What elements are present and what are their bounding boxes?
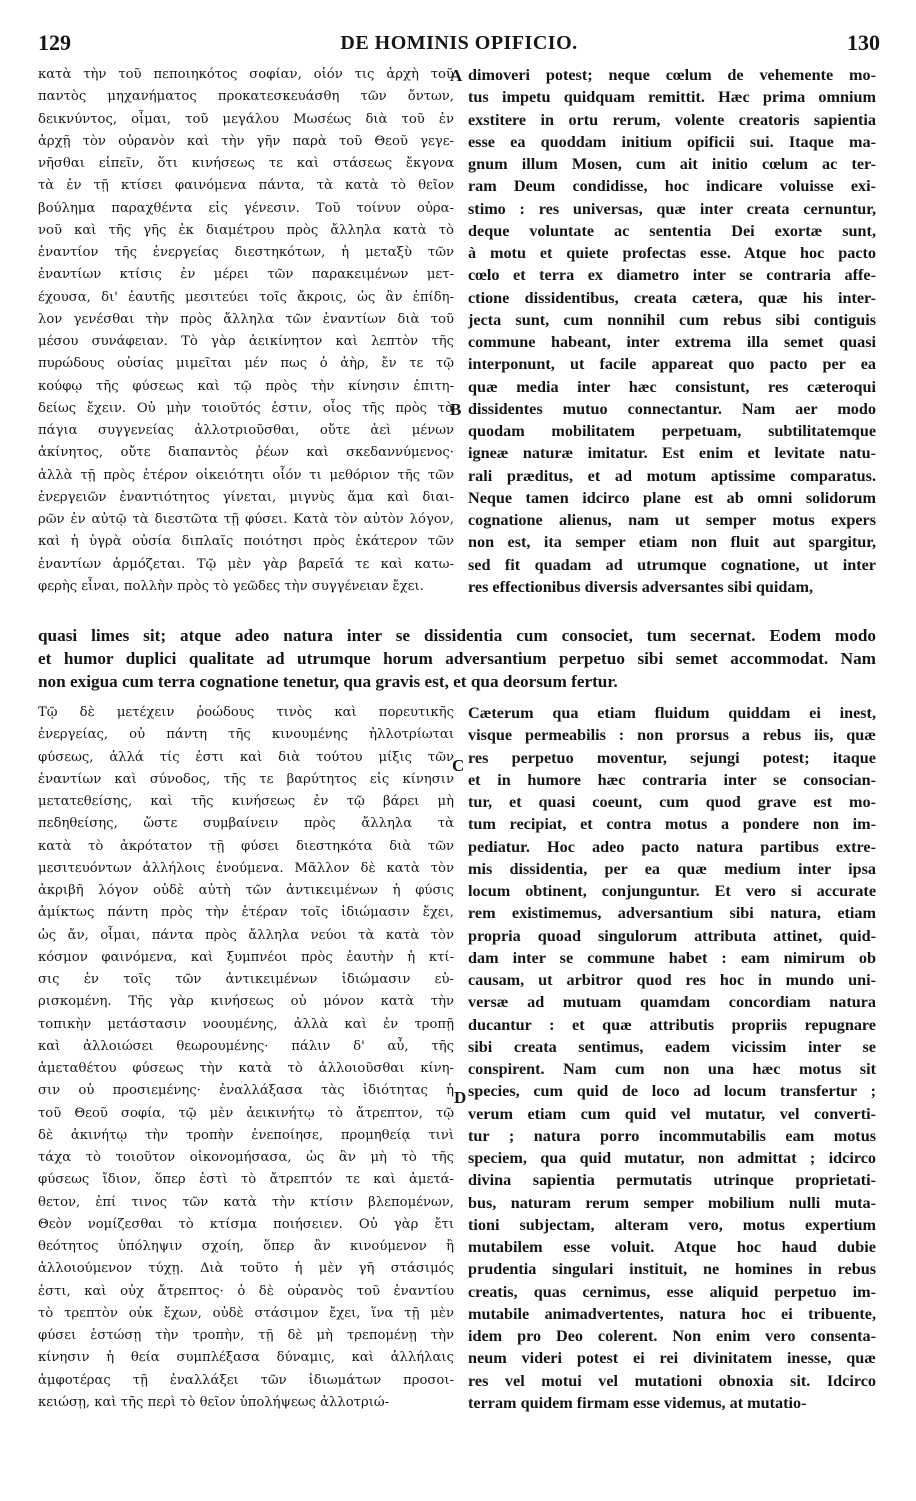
text-line: tus impetu quidquam remittit. Hæc prima omnium [468,88,876,107]
text-line: tioni subjectam, alteram vero, motus expertium [468,1215,876,1234]
text-line: creatis, quas cernimus, esse aliquid perpetuo im- [468,1282,876,1301]
text-line: νῆσθαι εἰπεῖν, ὅτι κινήσεως τε καὶ στάσεως ἔκγονα [38,156,454,171]
text-line: τάχα τὸ τοιοῦτον οἰκονομήσασα, ὡς ἂν μὴ τὸ τῆς [38,1150,454,1165]
text-line: καὶ ἡ ὑγρὰ οὐσία διπλαῖς ποιότησι πρὸς ἑκάτερον τῶν [38,534,454,550]
text-line: Θεὸν νομίζεσθαι τὸ κτίσμα ποιήσειεν. Οὐ γὰρ ἔτι [38,1216,454,1232]
text-line: κατὰ τὸ ἀκρότατον τῇ φύσει διεστηκότα διὰ τῶν [38,838,454,854]
text-line: ἐναντίον τῆς ἐνεργείας διεστηκότων, ἡ μεταξὺ τῶν [38,245,454,260]
text-line: έχουσα, δι' ἑαυτῆς μεσιτεύει τοῖς ἄκροις, ὡς ἂν ἐπίδη- [38,289,454,305]
section-marker-b: B [450,400,462,419]
text-line: mutabile animadvertentes, natura hoc ei tribuente, [468,1304,876,1323]
text-line: ἀρχῇ τὸν οὐρανὸν καὶ τὴν γῆν παρὰ τοῦ Θεοῦ γεγε- [38,133,454,149]
running-header [38,30,880,58]
text-line: ἀκριβῆ λόγον οὐδὲ αὐτὴ τῶν ἀντικειμένων ἡ φύσις [38,883,454,898]
text-line: res effectionibus diversis adversantes sibi quidam, [468,577,814,596]
text-line: dimoveri potest; neque cœlum de vehemente mo- [468,66,876,84]
text-line: divina sapientia permutatis utrinque proprietati- [468,1171,876,1190]
section-marker-a: A [450,66,463,85]
section-marker-c: C [452,756,465,775]
text-line: rem existimemus, adversantium sibi natura, etiam [468,904,876,923]
text-line: commune habeant, inter extrema illa semet quasi [468,333,876,351]
text-line: κίνησιν ἡ θεία συμπλέξασα δύναμις, καὶ ἀλλήλαις [38,1350,454,1366]
text-line: non exigua cum terra cognatione tenetur, qua gravis est, et qua deorsum fertur. [38,672,618,691]
text-line: esse ea quoddam initium opificii sui. Itaque ma- [468,132,876,151]
text-line: Τῷ δὲ μετέχειν ῥοώδους τινὸς καὶ πορευτικῆς [38,705,454,720]
text-line: exstitere in ortu rerum, volente creatoris sapientia [468,110,876,129]
latin-column-bottom [468,702,876,1414]
text-line: φύσει ἑστώσῃ τὴν τροπὴν, τῇ δὲ μὴ τρεπομένῃ τὴν [38,1328,454,1343]
text-line: φερὴς εἶναι, πολλὴν πρὸς τὸ γεῶδες τὴν συγγένειαν ἔχει. [38,578,424,594]
text-line: ἀλλοιούμενον τύχῃ. Διὰ τοῦτο ἡ μὲν γῆ στάσιμός [38,1261,454,1277]
section-marker-d: D [454,1088,467,1107]
text-line: ρῶν ἐν αὐτῷ τὰ διεστῶτα τῇ φύσει. Κατὰ τὸν αὐτὸν λόγον, [38,512,454,527]
text-line: Cæterum qua etiam fluidum quiddam ei inest, [468,704,876,722]
text-line: μέσου συνάφειαν. Τὸ γὰρ ἀεικίνητον καὶ λεπτὸν τῆς [38,334,454,349]
text-line: φύσεως ἴδιον, ὅπερ ἐστὶ τὸ ἄτρεπτόν τε καὶ ἀμετά- [38,1172,454,1188]
text-line: quasi limes sit; atque adeo natura inter se dissidentia cum consociet, tum secernat. Eodem modo [38,626,876,645]
full-width-paragraph [38,624,876,693]
text-line: τὰ ἐν τῇ κτίσει φαινόμενα πάντα, τὰ κατὰ τὸ θεῖον [38,178,454,194]
running-title: DE HOMINIS OPIFICIO. [340,32,578,54]
text-line: πυρώδους οὐσίας μιμεῖται μέν πως ὁ ἀὴρ, ἔν τε τῷ [38,356,454,372]
text-line: res vel motui vel mutationi obnoxia sit. Idcirco [468,1371,876,1390]
text-line: terram quidem firmam esse videmus, at mutatio- [468,1393,807,1412]
text-line: Neque tamen idcirco plane est ab omni solidorum [468,488,876,507]
text-line: ἀμφοτέρας τῇ ἐναλλάξει τῶν ἰδιωμάτων προσοι- [38,1372,454,1388]
text-line: stimo : res universas, quæ inter creata cernuntur, [468,199,876,218]
text-line: neum videri potest ei rei divinitatem inesse, quæ [468,1349,876,1368]
text-line: speciem, qua quid mutatur, non admittat ; idcirco [468,1149,876,1167]
text-line: locum obtinent, conjunguntur. Et vero si accurate [468,882,876,900]
text-line: jecta sunt, cum nonnihil cum rebus sibi contiguis [468,310,876,329]
text-line: ἐστι, καὶ οὐχ ἄτρεπτος· ὁ δὲ οὐρανὸς τοῦ ἐναντίου [38,1283,454,1299]
page-number-right: 130 [847,30,880,55]
greek-column-top [38,64,454,598]
text-line: mutabilem esse voluit. Atque hoc haud dubie [468,1238,876,1256]
text-line: ἀμεταθέτου φύσεως τὴν κατὰ τὸ ἀλλοιοῦσθαι κίνη- [38,1061,454,1076]
text-line: sibi creata sentimus, eadem vicissim inter se [468,1037,876,1056]
text-line: visque permeabilis : non prorsus a rebus iis, quæ [468,726,876,745]
text-line: et humor duplici qualitate ad utrumque horum adversantium perpetuo sibi semet accommodat. Nam [38,649,876,668]
text-line: λον γενέσθαι τὴν πρὸς ἄλληλα τῶν ἐναντίων διὰ τοῦ [38,311,454,327]
text-line: gnum illum Mosen, cum ait initio cœlum ac ter- [468,155,876,173]
text-line: cœlo et terra ex diametro inter se contraria affe- [468,266,876,285]
text-line: τοπικὴν μετάστασιν νοουμένης, ἀλλὰ καὶ ἐν τροπῇ [38,1016,454,1032]
text-line: τὸ τρεπτὸν οὐκ ἔχων, οὐδὲ στάσιμον ἔχει, ἵνα τῇ μὲν [38,1305,454,1321]
page-number-left: 129 [38,30,71,55]
text-line: pediatur. Hoc adeo pacto natura partibus extre- [468,837,876,856]
text-line: tur, et quasi coeunt, cum quod grave est mo- [468,793,876,811]
text-line: res perpetuo moventur, sejungi potest; itaque [468,748,876,767]
text-line: ρισκομένη. Τῆς γὰρ κινήσεως οὐ μόνον κατὰ τὴν [38,994,454,1010]
text-line: sed fit quadam ad utrumque cognatione, ut inter [468,555,876,574]
text-line: σις ἐν τοῖς τῶν ἀντικειμένων ἰδιώμασιν εὑ- [38,972,454,987]
text-line: quæ media inter hæc consistunt, res cæteroqui [468,377,876,396]
text-line: interponunt, ut facile appareat quo pacto per ea [468,355,876,374]
text-line: κειώσῃ, καὶ τῆς περὶ τὸ θεῖον ὑπολήψεως ἀλλοτριώ- [38,1394,390,1410]
text-line: ἐνεργειῶν ἐναντιότητος γίνεται, μιγνὺς ἅμα καὶ διαι- [38,489,454,505]
text-line: ἀλλὰ τῇ πρὸς ἑτέρον οἰκειότητι οἷόν τι μεθόριον τῆς τῶν [38,467,454,483]
text-line: bus, naturam rerum semper mobilium nulli muta- [468,1193,876,1212]
text-line: versæ ad mutuam quamdam concordiam natura [468,993,876,1012]
text-line: τοῦ Θεοῦ σοφία, τῷ μὲν ἀεικινήτῳ τὸ ἄτρεπτον, τῷ [38,1105,454,1121]
text-line: cognatione alienus, nam ut semper motus expers [468,511,876,529]
text-line: tum recipiat, et contra motus a pondere non im- [468,815,876,834]
text-line: πάγια συγγενείας ἀλλοτριοῦσθαι, οὔτε ἀεὶ μένων [38,423,454,438]
text-line: ctione dissidentibus, creata cætera, quæ his inter- [468,288,876,307]
text-line: ἐναντίων ἁρμόζεται. Τῷ μὲν γὰρ βαρεῖά τε καὶ κατω- [38,556,454,572]
text-line: θετον, ἐπί τινος τῶν κατὰ τὴν κτίσιν βλεπομένων, [38,1194,454,1210]
text-line: κατὰ τὴν τοῦ πεποιηκότος σοφίαν, οἱόν τις ἀρχὴ τοῦ [38,67,454,82]
latin-column-top [468,64,876,598]
greek-column-bottom [38,702,454,1414]
text-line: ἀκίνητος, οὔτε διαπαντὸς ῥέων καὶ σκεδαννύμενος· [38,445,454,461]
text-line: mis dissidentia, per ea quæ medium inter ipsa [468,859,876,878]
text-line: verum etiam cum quid vel mutatur, vel converti- [468,1104,876,1123]
text-line: rali præditus, et ad motum aptissime comparatus. [468,466,876,485]
text-line: quodam mobilitatem perpetuam, subtilitatemque [468,422,876,440]
text-line: κούφῳ τῆς φύσεως καὶ τῷ πρὸς τὴν κίνησιν ἐπιτη- [38,378,454,394]
text-line: non est, ita semper etiam non fluit aut spargitur, [468,533,876,552]
text-line: deque voluntate ac sententia Dei exortæ sunt, [468,221,876,240]
text-line: ὡς ἄν, οἶμαι, πάντα πρὸς ἄλληλα νεύοι τὰ κατὰ τὸν [38,927,454,943]
text-line: dam inter se commune habet : eam nimirum ob [468,948,876,967]
text-line: πεδηθείσης, ὥστε συμβαίνειν πρὸς ἄλληλα τὰ [38,816,454,832]
text-line: σιν οὐ προσιεμένης· ἐναλλάξασα τὰς ἰδιότητας ἡ [38,1083,454,1099]
text-line: propria quoad singulorum attributa attinet, quid- [468,926,876,945]
text-line: tur ; natura porro incommutabilis eam motus [468,1126,876,1145]
text-line: ἐναντίων καὶ σύνοδος, τῆς τε βαρύτητος εἰς κίνησιν [38,771,454,787]
text-line: ἀμίκτως πάντη πρὸς τὴν ἑτέραν τοῖς ἰδιώμασιν ἔχει, [38,905,454,921]
text-line: μετατεθείσης, καὶ τῆς κινήσεως ἐν τῷ βάρει μὴ [38,794,454,809]
text-line: igneæ naturæ imitatur. Est enim et levitate natu- [468,444,876,463]
text-line: φύσεως, ἀλλά τίς ἐστι καὶ διὰ τούτου μίξις τῶν [38,749,454,765]
text-line: conspirent. Nam cum non una hæc motus sit [468,1060,876,1078]
text-line: μεσιτευόντων ἀλλήλοις ἑνούμενα. Μᾶλλον δὲ κατὰ τὸν [38,860,454,876]
text-line: παντὸς μηχανήματος προκατεσκευάσθη τῶν ὄντων, [38,89,454,105]
text-line: prudentia singulari instituit, ne homines in rebus [468,1260,876,1279]
text-line: θεότητος ὑπόληψιν σχοίη, ὅπερ ἂν κινούμενον ἢ [38,1239,454,1254]
text-line: species, cum quid de loco ad locum transfertur ; [468,1082,876,1101]
text-line: dissidentes mutuo connectantur. Nam aer modo [468,399,876,418]
text-line: καὶ ἀλλοιώσει θεωρουμένης· πάλιν δ' αὖ, τῆς [38,1038,454,1054]
text-line: δεικνύντος, οἶμαι, τοῦ μεγάλου Μωσέως διὰ τοῦ ἐν [38,111,454,127]
text-line: ram Deum condidisse, hoc indicare voluisse exi- [468,177,876,196]
text-line: βούλημα παραχθέντα εἰς γένεσιν. Τοῦ τοίνυν οὐρα- [38,200,454,216]
text-line: ducantur : et quæ attributis propriis repugnare [468,1015,876,1034]
text-line: à motu et quiete profectas esse. Atque hoc pacto [468,244,876,262]
text-line: νοῦ καὶ τῆς γῆς ἐκ διαμέτρου πρὸς ἄλληλα κατὰ τὸ [38,222,454,238]
text-line: κόσμον φαινόμενα, καὶ ξυμπνέοι πρὸς ἑαυτὴν ἡ κτί- [38,949,454,965]
text-line: idem pro Deo colerent. Non enim vero consenta- [468,1327,876,1345]
text-line: et in humore hæc contraria inter se consocian- [468,770,876,789]
text-line: δείως ἔχειν. Οὐ μὴν τοιοῦτός ἐστιν, οἷος τῆς πρὸς τὰ [38,400,454,416]
text-line: δὲ ἀκινήτῳ τὴν τροπὴν ἐνεποίησε, προμηθείᾳ τινὶ [38,1127,454,1143]
text-line: causam, ut arbitror quod res hoc in mundo uni- [468,971,876,989]
text-line: ἐνεργείας, οὐ πάντη τῆς κινουμένης ἠλλοτρίωται [38,727,454,743]
text-line: ἐναντίων κτίσις ἐν μέρει τῶν παρακειμένων μετ- [38,267,454,283]
